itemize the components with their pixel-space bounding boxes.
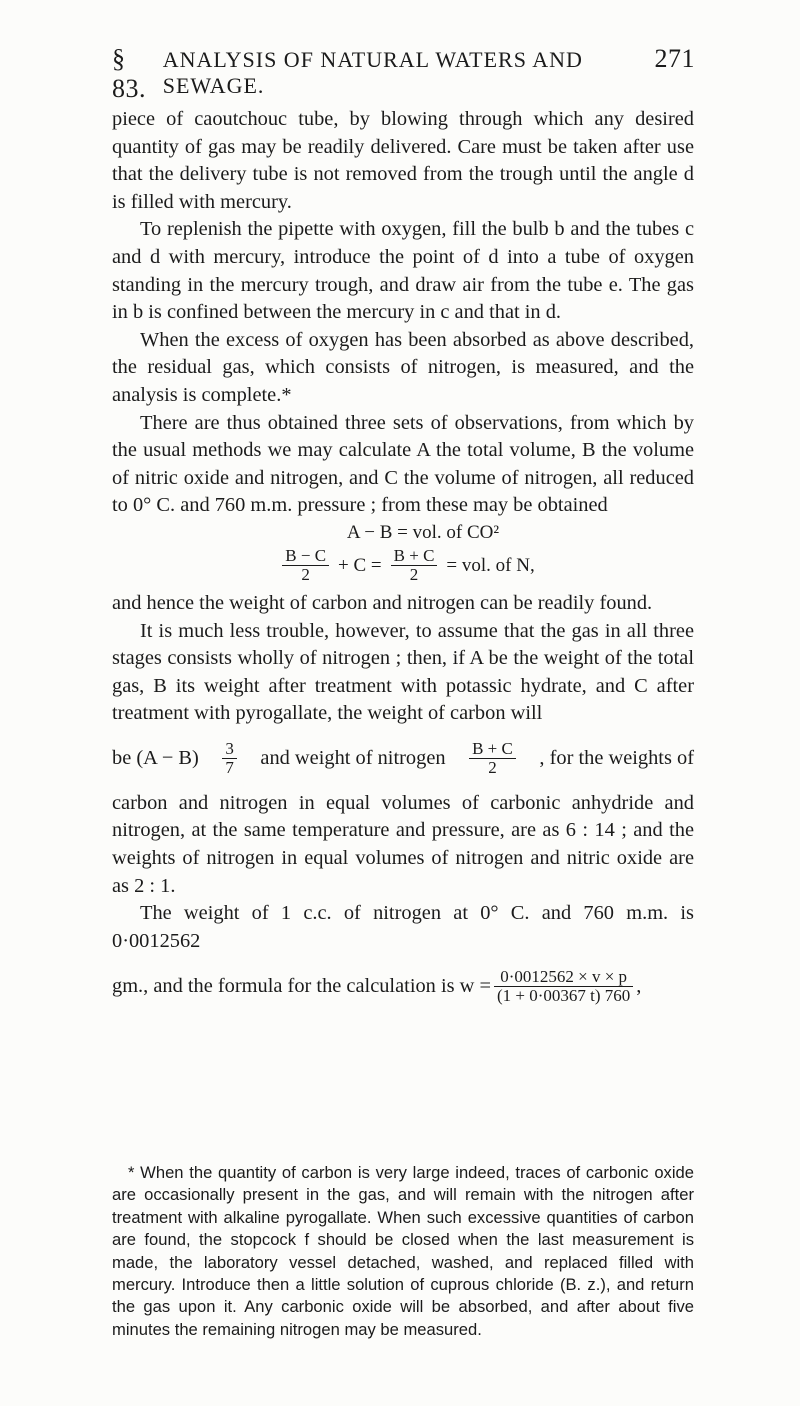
paragraph: There are thus obtained three sets of observations, from which by the usual methods we may calculate A the total volume, B the volume of nitric oxide and nitrogen, and C the volume of nitrogen, all reduced to 0° C. and 760 m.m. pressure ; from these may be obtained (112, 411, 694, 517)
formula-text: be (A − B) (112, 747, 199, 770)
fraction (282, 547, 329, 584)
paragraph: When the excess of oxygen has been absorbed as above described, the residual gas, which consists of nitrogen, is measured, and the analysis is complete.* (112, 328, 694, 406)
fraction-numerator: 3 (225, 739, 234, 759)
running-title: ANALYSIS OF NATURAL WATERS AND SEWAGE. (162, 47, 583, 98)
page-header (112, 44, 695, 103)
footnote (112, 1162, 694, 1341)
formula-text: and weight of nitrogen (260, 747, 446, 770)
calculation-formula-line (112, 955, 694, 1017)
equation-co2: A − B = vol. of CO² (346, 521, 500, 543)
paragraph: It is much less trouble, however, to assume that the gas in all three stages consists wholly of nitrogen ; then, if A be the weight of the total gas, B its weight after treatment with potassic hydrate, and C after treatment with pyrogallate, the weight of carbon will (112, 619, 694, 725)
paragraph: and hence the weight of carbon and nitrogen can be readily found. (112, 591, 653, 614)
fraction-denominator: 2 (409, 564, 419, 584)
paragraph: To replenish the pipette with oxygen, fill the bulb b and the tubes c and d with mercury, introduce the point of d into a tube of oxygen standing in the mercury trough, and draw air from the tube e. The gas in b is confined between the mercury in c and that in d. (112, 218, 694, 324)
formula-text: gm., and the formula for the calculation is w = (112, 974, 491, 997)
equation-tail: = vol. of N, (446, 554, 535, 576)
fraction (494, 968, 633, 1005)
fraction-numerator: 0·0012562 × v × p (500, 966, 628, 986)
paragraph: carbon and nitrogen in equal volumes of carbonic anhydride and nitrogen, at the same temperature and pressure, are as 6 : 14 ; and the weights of nitrogen in equal volumes of nitrogen and nitric oxide are as 2 : 1. (112, 791, 694, 897)
section-number: § 83. (112, 44, 146, 103)
fraction (222, 740, 237, 777)
formula-text: , for the weights of (539, 747, 694, 770)
equation-nitrogen (112, 547, 694, 584)
fraction (391, 547, 438, 584)
fraction-numerator: B + C (393, 545, 435, 565)
fraction-denominator: (1 + 0·00367 t) 760 (497, 985, 631, 1005)
body-text (112, 106, 694, 1017)
fraction-denominator: 2 (488, 758, 497, 778)
equation-operator: + C = (338, 554, 382, 576)
inline-formula-line (112, 728, 694, 790)
formula-text: , (636, 974, 642, 997)
paragraph: piece of caoutchouc tube, by blowing through which any desired quantity of gas may be readily delivered. Care must be taken after use that the delivery tube is not removed from the trough until the angle d is filled with mercury. (112, 108, 694, 213)
footnote-text: * When the quantity of carbon is very large indeed, traces of carbonic oxide are occasionally present in the gas, and will remain with the nitrogen after treatment with alkaline pyrogallate. When such excessive quantities of carbon are found, the stopcock f should be closed when the last measurement is made, the laboratory vessel detached, washed, and replaced filled with mercury. Introduce then a little solution of cuprous chloride (B. z.), and return the gas upon it. Any carbonic oxide will be absorbed, and after about five minutes the remaining nitrogen may be measured. (112, 1163, 694, 1339)
equation-block (112, 521, 694, 584)
fraction-denominator: 7 (225, 758, 234, 778)
fraction-numerator: B + C (472, 739, 513, 759)
fraction-numerator: B − C (285, 545, 327, 565)
fraction (469, 740, 516, 777)
paragraph: The weight of 1 c.c. of nitrogen at 0° C. and 760 m.m. is 0·0012562 (112, 902, 694, 952)
page-number: 271 (654, 44, 695, 73)
fraction-denominator: 2 (301, 564, 310, 584)
